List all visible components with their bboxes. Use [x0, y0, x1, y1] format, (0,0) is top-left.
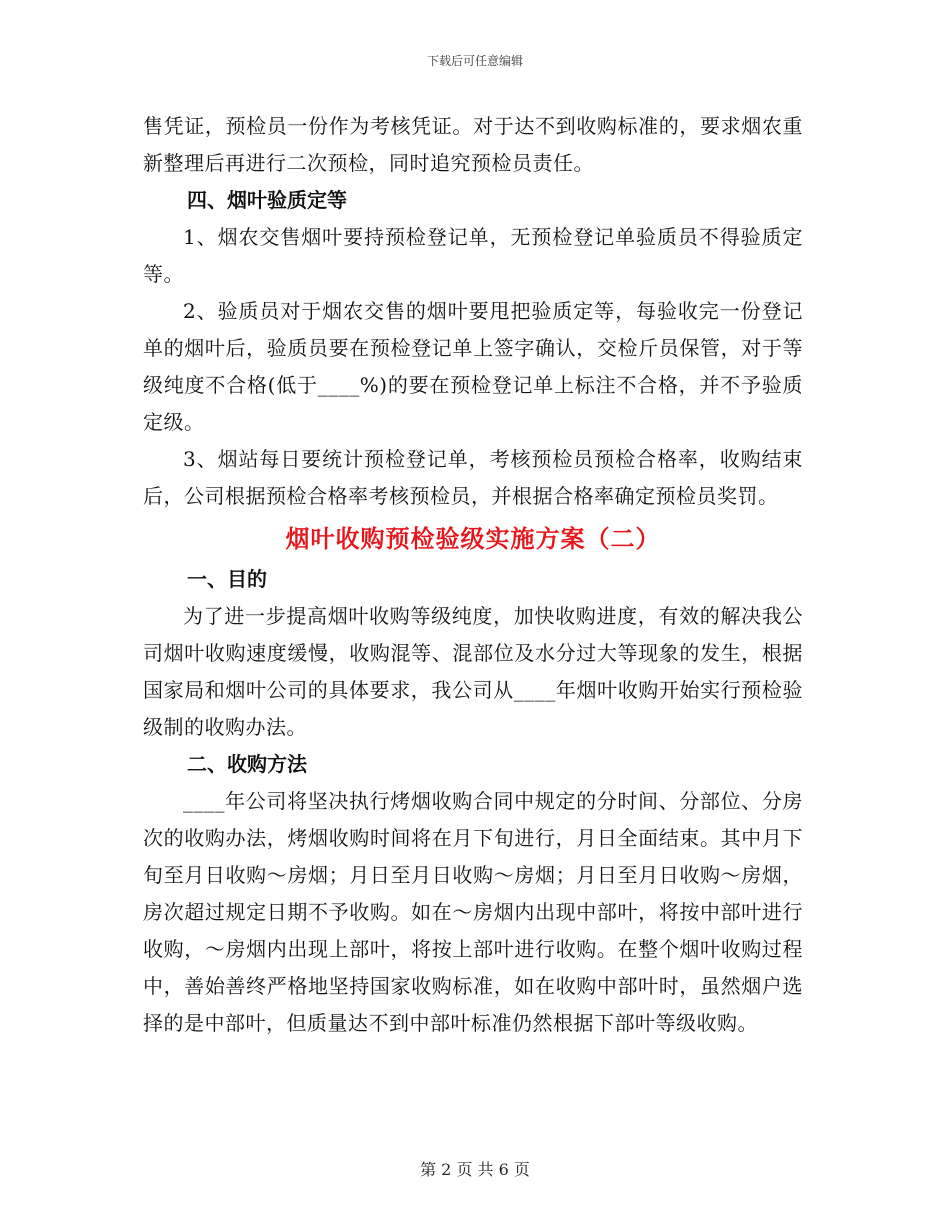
paragraph-purpose: 为了进一步提高烟叶收购等级纯度，加快收购进度，有效的解决我公司烟叶收购速度缓慢，收购混等、混部位及水分过大等现象的发生，根据国家局和烟叶公司的具体要求，我公司从____年烟叶收购开始实行预检验级制的收购办法。 — [143, 604, 803, 739]
paragraph-method: ____年公司将坚决执行烤烟收购合同中规定的分时间、分部位、分房次的收购办法，烤烟收购时间将在月下旬进行，月日全面结束。其中月下旬至月日收购～房烟；月日至月日收购～房烟；月日至月日收购～房烟，房次超过规定日期不予收购。如在～房烟内出现中部叶，将按中部叶进行收购，～房烟内出现上部叶，将按上部叶进行收购。在整个烟叶收购过程中，善始善终严格地坚持国家收购标准，如在收购中部叶时，虽然烟户选择的是中部叶，但质量达不到中部叶标准仍然根据下部叶等级收购。 — [143, 789, 803, 1035]
page-footer: 第 2 页 共 6 页 — [420, 1160, 530, 1179]
paragraph-item-3: 3、烟站每日要统计预检登记单，考核预检员预检合格率，收购结束后，公司根据预检合格率考核预检员，并根据合格率确定预检员奖罚。 — [143, 447, 803, 508]
paragraph-item-1: 1、烟农交售烟叶要持预检登记单，无预检登记单验质员不得验质定等。 — [143, 225, 803, 286]
paragraph-item-2: 2、验质员对于烟农交售的烟叶要甩把验质定等，每验收完一份登记单的烟叶后，验质员要在预检登记单上签字确认，交检斤员保管，对于等级纯度不合格(低于____%)的要在预检登记单上标注不合格，并不予验质定级。 — [143, 299, 803, 434]
section-heading-4: 四、烟叶验质定等 — [187, 188, 347, 212]
paragraph-continuation: 售凭证，预检员一份作为考核凭证。对于达不到收购标准的，要求烟农重新整理后再进行二次预检，同时追究预检员责任。 — [143, 114, 803, 175]
page-header: 下载后可任意编辑 — [426, 54, 523, 68]
section-heading-1: 一、目的 — [187, 567, 267, 591]
document-body — [143, 108, 803, 1042]
document-title: 烟叶收购预检验级实施方案（二） — [285, 524, 661, 553]
section-heading-2: 二、收购方法 — [187, 752, 307, 776]
